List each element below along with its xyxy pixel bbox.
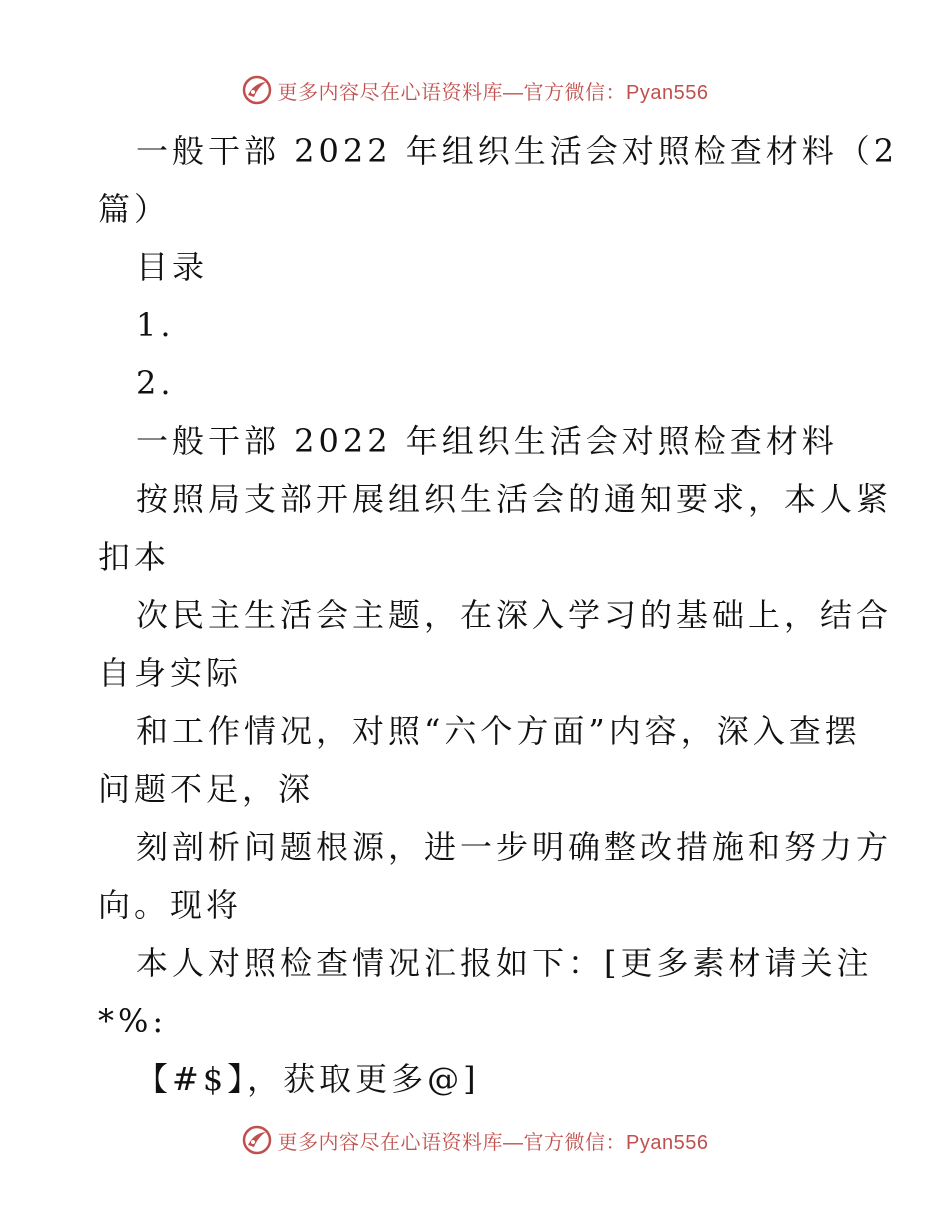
toc-item-1: 1.: [136, 306, 175, 344]
watermark-header: [0, 70, 950, 110]
watermark-text: 更多内容尽在心语资料库—官方微信：Pyan556: [277, 1131, 709, 1154]
paragraph-line: 问题不足，深: [98, 770, 315, 808]
paragraph-line: *%:: [98, 1002, 168, 1040]
doc-title-continued: 篇）: [98, 190, 171, 228]
paragraph-line: 本人对照检查情况汇报如下：[更多素材请关注: [136, 944, 873, 982]
paragraph-line: 自身实际: [98, 654, 243, 692]
paragraph-line: 次民主生活会主题，在深入学习的基础上，结合: [136, 596, 893, 634]
paragraph-line: 向。现将: [98, 886, 243, 924]
paragraph-line: 刻剖析问题根源，进一步明确整改措施和努力方: [136, 828, 893, 866]
pen-logo-icon: [242, 75, 272, 105]
section-heading: 一般干部 2022 年组织生活会对照检查材料: [136, 422, 838, 460]
watermark-text: 更多内容尽在心语资料库—官方微信：Pyan556: [277, 81, 709, 104]
watermark-footer: [0, 1120, 950, 1160]
toc-heading: 目录: [136, 248, 209, 286]
paragraph-line: 扣本: [98, 538, 171, 576]
paragraph-line: 【#$】，获取更多@]: [136, 1060, 480, 1098]
document-body: [98, 122, 899, 1108]
doc-title: 一般干部 2022 年组织生活会对照检查材料（2: [136, 132, 899, 170]
paragraph-line: 和工作情况，对照“六个方面”内容，深入查摆: [136, 712, 861, 750]
paragraph-line: 按照局支部开展组织生活会的通知要求，本人紧: [136, 480, 893, 518]
toc-item-2: 2.: [136, 364, 175, 402]
pen-logo-icon: [242, 1125, 272, 1155]
